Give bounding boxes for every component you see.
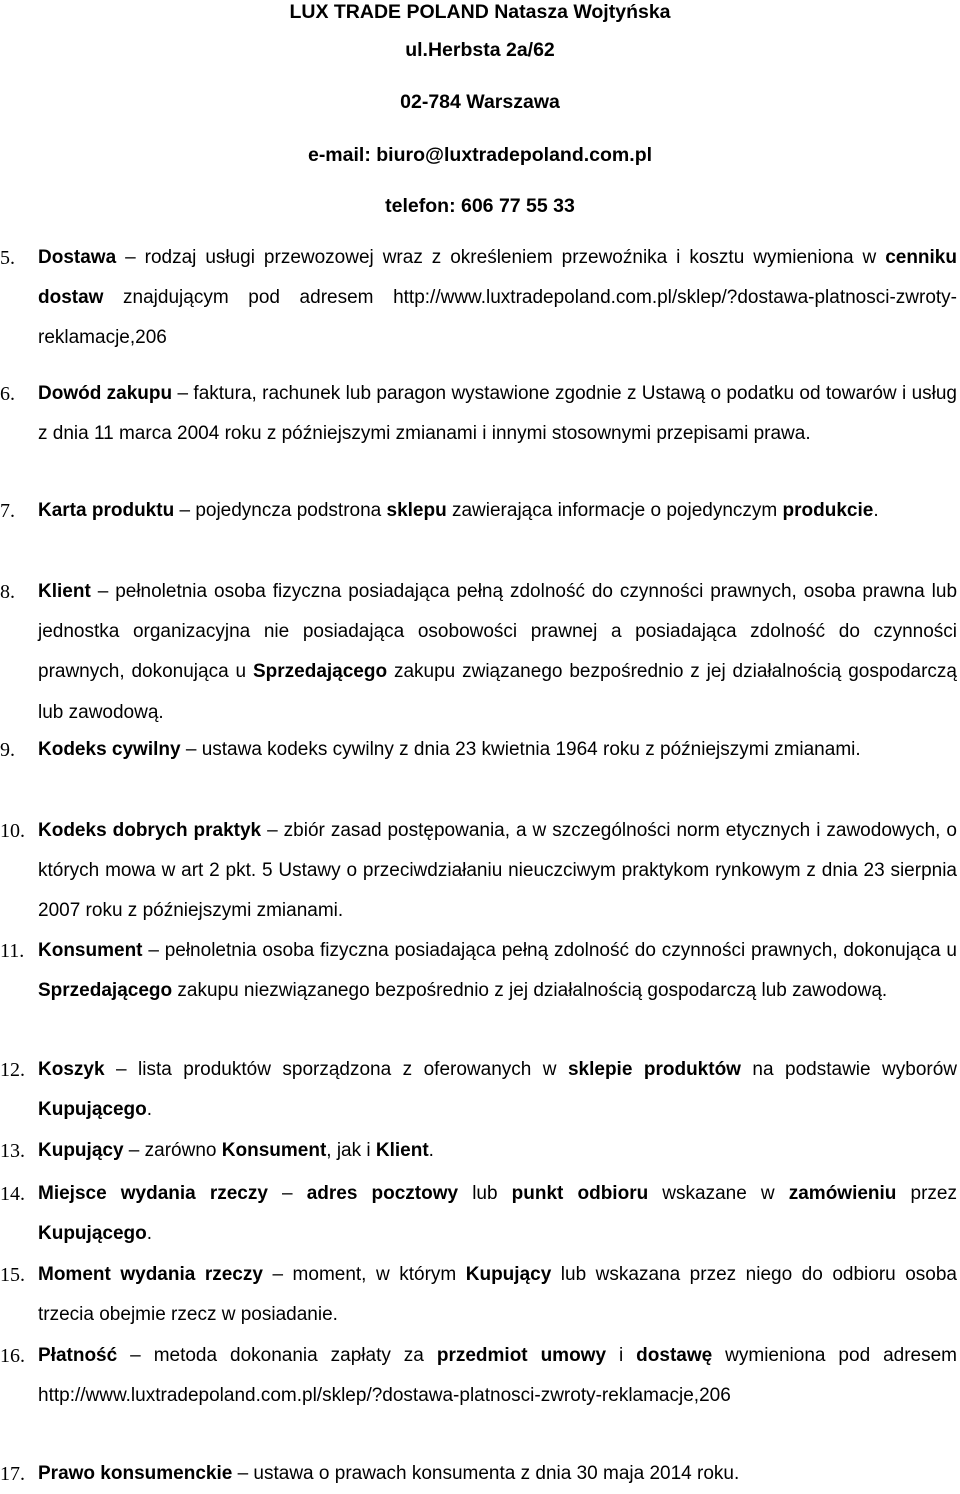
- item-number: 7.: [0, 500, 15, 522]
- bold-term: zamówieniu: [788, 1183, 897, 1204]
- item-number: 8.: [0, 581, 15, 603]
- dash: –: [123, 1140, 145, 1161]
- bold-term: Konsument: [221, 1140, 327, 1161]
- bold-term: sklepu: [386, 500, 447, 521]
- definition-text: zbiór zasad postępowania, a w szczególności norm etycznych i zawodowych, o których mowa w art 2 pkt. 5 Ustawy o przeciwdziałaniu nieuczciwym praktykom rynkowym z dnia 23 sierpnia 2007 roku z późniejszymi zmianami.: [38, 820, 957, 922]
- item-number: 13.: [0, 1140, 25, 1162]
- definition-text: moment, w którym: [292, 1264, 466, 1285]
- bold-term: dostawę: [636, 1345, 713, 1366]
- definition-text: metoda dokonania zapłaty za: [153, 1345, 437, 1366]
- email-address: e-mail: biuro@luxtradepoland.com.pl: [307, 144, 653, 166]
- term: Koszyk: [38, 1059, 105, 1080]
- bold-term: Sprzedającego: [38, 980, 173, 1002]
- definition-text: na podstawie wyborów: [740, 1059, 958, 1080]
- item-number: 10.: [0, 820, 25, 842]
- definition-text: faktura, rachunek lub paragon wystawione zgodnie z Ustawą o podatku od towarów i usług z dnia 11 marca 2004 roku z późniejszymi zmianami i innymi stosownymi przepisami prawa.: [38, 383, 957, 445]
- definition-kodeks-dobrych-praktyk: [38, 811, 957, 932]
- term: Kodeks dobrych praktyk: [38, 820, 262, 841]
- definition-text: przez: [896, 1183, 957, 1204]
- definition-moment-wydania-rzeczy: [38, 1255, 957, 1335]
- definition-text: znajdującym pod adresem http://www.luxtradepoland.com.pl/sklep/?dostawa-platnosci-zwroty-reklamacje,206: [38, 287, 957, 349]
- definition-text: wskazane w: [648, 1183, 789, 1204]
- term: Miejsce wydania rzeczy: [38, 1183, 268, 1204]
- term: Konsument: [38, 940, 143, 961]
- definition-karta-produktu: [38, 491, 957, 531]
- bold-term: Sprzedającego: [252, 661, 388, 683]
- dash: –: [104, 1059, 139, 1080]
- definition-text: ustawa kodeks cywilny z dnia 23 kwietnia 1964 roku z późniejszymi zmianami.: [201, 739, 861, 760]
- term: Kodeks cywilny: [38, 739, 181, 760]
- definition-platnosc: [38, 1336, 957, 1416]
- dash: –: [174, 500, 196, 521]
- definition-text: .: [146, 1099, 153, 1121]
- item-number: 12.: [0, 1059, 25, 1081]
- bold-term: punkt odbioru: [511, 1183, 649, 1204]
- bold-term: sklepie produktów: [567, 1059, 741, 1080]
- definition-konsument: [38, 931, 957, 1011]
- definition-text: lub wskazana przez niego do odbioru osoba trzecia obejmie rzecz w posiadanie.: [38, 1264, 957, 1326]
- dash: –: [262, 1264, 293, 1285]
- definition-text: lista produktów sporządzona z oferowanych w: [138, 1059, 568, 1080]
- term: Kupujący: [38, 1140, 124, 1161]
- definition-text: , jak i: [326, 1140, 376, 1161]
- bold-term: Kupującego: [38, 1099, 147, 1121]
- item-number: 15.: [0, 1264, 25, 1286]
- dash: –: [180, 739, 202, 760]
- bold-term: produkcie: [782, 500, 874, 521]
- dash: –: [117, 1345, 154, 1366]
- definition-text: zakupu związanego bezpośrednio z jej działalnością gospodarczą lub zawodową.: [38, 661, 957, 723]
- dash: –: [142, 940, 165, 961]
- item-number: 6.: [0, 383, 15, 405]
- dash: –: [90, 581, 116, 602]
- term: Dostawa: [38, 247, 117, 268]
- item-number: 9.: [0, 739, 15, 761]
- street-address: ul.Herbsta 2a/62: [405, 39, 555, 61]
- definition-dowod-zakupu: [38, 374, 957, 454]
- definition-text: lub: [458, 1183, 512, 1204]
- definition-miejsce-wydania-rzeczy: [38, 1174, 957, 1254]
- city-address: 02-784 Warszawa: [400, 91, 560, 113]
- term: Karta produktu: [38, 500, 175, 521]
- definition-text: .: [873, 500, 879, 521]
- definition-text: pełnoletnia osoba fizyczna posiadająca pełną zdolność do czynności prawnych, osoba prawna lub jednostka organizacyjna nie posiadająca osobowości prawnej a posiadająca zdolność do czynności prawnych, dokonująca u: [38, 581, 958, 683]
- definition-text: .: [146, 1223, 153, 1245]
- definition-text: zarówno: [144, 1140, 222, 1161]
- item-number: 17.: [0, 1463, 25, 1485]
- dash: –: [267, 1183, 307, 1204]
- bold-term: adres pocztowy: [306, 1183, 459, 1204]
- dash: –: [261, 820, 284, 841]
- item-number: 14.: [0, 1183, 25, 1205]
- item-number: 16.: [0, 1345, 25, 1367]
- definition-text: pełnoletnia osoba fizyczna posiadająca pełną zdolność do czynności prawnych, dokonująca u: [164, 940, 957, 961]
- term: Prawo konsumenckie: [38, 1463, 233, 1484]
- dash: –: [232, 1463, 254, 1484]
- bold-term: cenniku dostaw: [38, 247, 957, 309]
- term: Moment wydania rzeczy: [38, 1264, 263, 1285]
- bold-term: Kupujący: [465, 1264, 552, 1285]
- item-number: 11.: [0, 940, 25, 962]
- definition-prawo-konsumenckie: [38, 1454, 957, 1494]
- definition-text: rodzaj usługi przewozowej wraz z określeniem przewoźnika i kosztu wymieniona w: [144, 247, 886, 268]
- bold-term: Klient: [375, 1140, 429, 1161]
- item-number: 5.: [0, 247, 15, 269]
- company-name: LUX TRADE POLAND Natasza Wojtyńska: [289, 1, 671, 23]
- definition-text: zakupu niezwiązanego bezpośrednio z jej działalnością gospodarczą lub zawodową.: [172, 980, 888, 1002]
- definition-text: pojedyncza podstrona: [195, 500, 387, 521]
- definition-dostawa: [38, 238, 957, 359]
- dash: –: [172, 383, 194, 404]
- definition-klient: [38, 572, 957, 733]
- definition-kodeks-cywilny: [38, 730, 957, 770]
- dash: –: [116, 247, 145, 268]
- bold-term: Kupującego: [38, 1223, 147, 1245]
- term: Dowód zakupu: [38, 383, 173, 404]
- definition-koszyk: [38, 1050, 957, 1130]
- bold-term: przedmiot umowy: [436, 1345, 607, 1366]
- definition-kupujacy: [38, 1131, 957, 1171]
- definition-text: zawierająca informacje o pojedynczym: [446, 500, 783, 521]
- definition-text: i: [606, 1345, 637, 1366]
- definition-text: .: [428, 1140, 434, 1161]
- definition-text: ustawa o prawach konsumenta z dnia 30 maja 2014 roku.: [253, 1463, 740, 1484]
- term: Płatność: [38, 1345, 118, 1366]
- definition-text: wymieniona pod adresem http://www.luxtradepoland.com.pl/sklep/?dostawa-platnosci-zwroty-reklamacje,206: [38, 1345, 958, 1407]
- term: Klient: [38, 581, 91, 602]
- phone-number: telefon: 606 77 55 33: [385, 195, 575, 217]
